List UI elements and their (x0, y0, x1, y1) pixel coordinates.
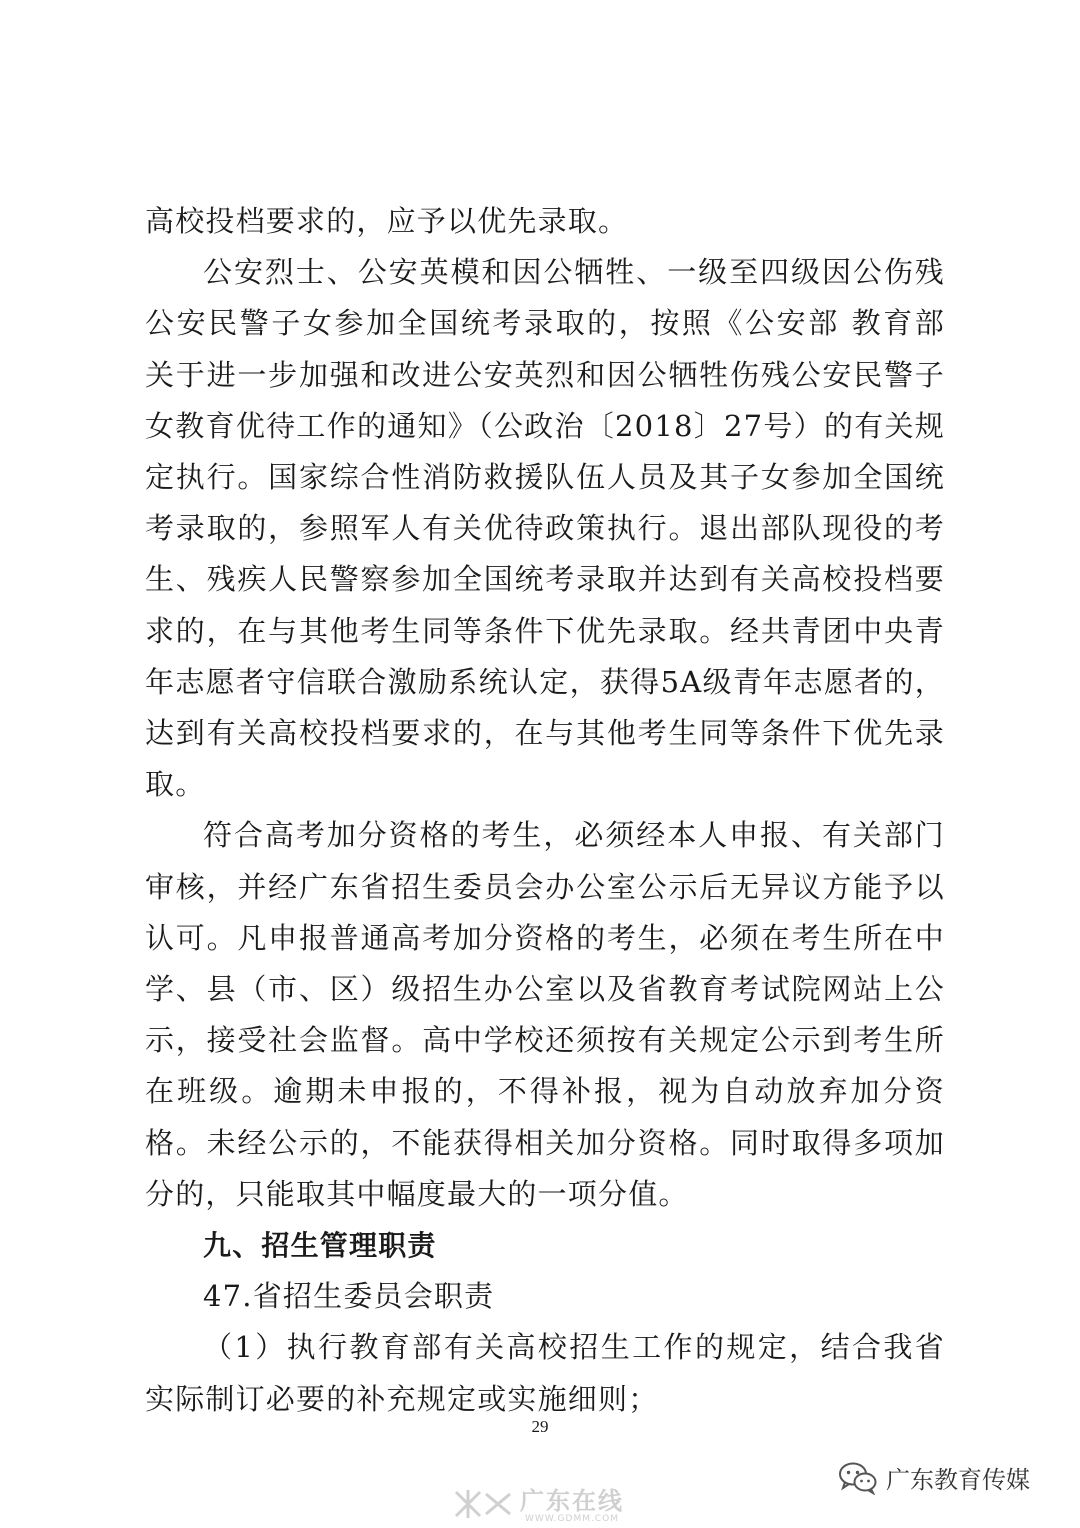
section-heading: 九、招生管理职责 (203, 1229, 437, 1263)
site-name: 广东在线 (520, 1487, 624, 1515)
wechat-icon (838, 1461, 878, 1495)
site-url: WWW.GDMM.COM (525, 1514, 619, 1524)
paragraph-item-1: （1）执行教育部有关高校招生工作的规定，结合我省实际制订必要的补充规定或实施细则； (145, 1330, 945, 1416)
paragraph-2: 公安烈士、公安英模和因公牺牲、一级至四级因公伤残公安民警子女参加全国统考录取的，按照《公安部 教育部 关于进一步加强和改进公安英烈和因公牺牲伤残公安民警子女教育优待工作的通知》（公政治〔2018〕27号）的有关规定执行。国家综合性消防救援队伍人员及其子女参加全国统考录取的，参照军人有关优待政策执行。退出部队现役的考生、残疾人民警察参加全国统考录取并达到有关高校投档要求的，在与其他考生同等条件下优先录取。经共青团中央青年志愿者守信联合激励系统认定，获得5A级青年志愿者的，达到有关高校投档要求的，在与其他考生同等条件下优先录取。 (145, 255, 945, 802)
wechat-watermark (838, 1460, 1030, 1495)
document-body (145, 196, 945, 1425)
subsection-title: 47.省招生委员会职责 (203, 1279, 495, 1314)
paragraph-3: 符合高考加分资格的考生，必须经本人申报、有关部门审核，并经广东省招生委员会办公室公示后无异议方能予以认可。凡申报普通高考加分资格的考生，必须在考生所在中学、县（市、区）级招生办公室以及省教育考试院网站上公示，接受社会监督。高中学校还须按有关规定公示到考生所在班级。逾期未申报的，不得补报，视为自动放弃加分资格。未经公示的，不能获得相关加分资格。同时取得多项加分的，只能取其中幅度最大的一项分值。 (145, 818, 945, 1211)
paragraph-1: 高校投档要求的，应予以优先录取。 (145, 204, 629, 238)
site-logo-icon (452, 1488, 514, 1520)
page-number: 29 (531, 1417, 549, 1436)
wechat-account-name: 广东教育传媒 (886, 1466, 1030, 1494)
site-watermark (452, 1488, 624, 1524)
